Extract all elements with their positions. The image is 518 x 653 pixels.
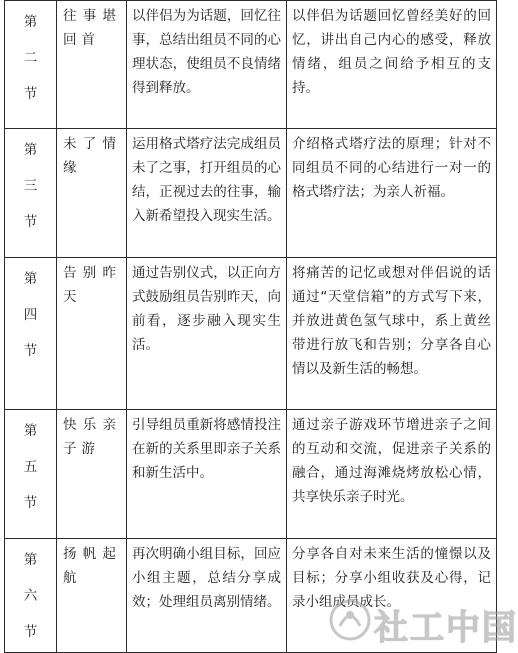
goal-text: 以伴侣为为话题，回忆往事，总结出组员不同的心理状态，使组员不良情绪得到释放。 bbox=[132, 8, 281, 96]
goal-cell bbox=[127, 129, 287, 258]
table-row bbox=[5, 539, 497, 653]
table-row bbox=[5, 258, 497, 410]
content-text: 将痛苦的记忆或想对伴侣说的话通过“天堂信箱”的方式写下来，并放进黄色氢气球中，系上黄丝带进行放飞和告别；分享各自心情以及新生活的畅想。 bbox=[292, 265, 491, 377]
session-label: 第五节 bbox=[23, 423, 38, 511]
content-text: 以伴侣为话题回忆曾经美好的回忆，讲出自己内心的感受，释放情绪，组员之间给予相互的支持。 bbox=[292, 8, 491, 96]
session-label: 第二节 bbox=[23, 14, 38, 102]
content-cell bbox=[287, 539, 497, 653]
theme-text: 告别昨天 bbox=[63, 265, 121, 305]
session-label: 第四节 bbox=[23, 271, 38, 359]
goal-cell bbox=[127, 258, 287, 410]
theme-cell bbox=[57, 129, 127, 258]
goal-text: 通过告别仪式，以正向方式鼓励组员告别昨天，向前看，逐步融入现实生活。 bbox=[132, 265, 281, 353]
content-cell bbox=[287, 1, 497, 129]
theme-cell bbox=[57, 410, 127, 539]
session-plan-table bbox=[4, 0, 497, 653]
goal-text: 再次明确小组目标，回应小组主题，总结分享成效；处理组员离别情绪。 bbox=[132, 546, 281, 610]
content-text: 分享各自对未来生活的憧憬以及目标；分享小组收获及心得，记录小组成员成长。 bbox=[292, 546, 491, 610]
session-cell bbox=[5, 410, 57, 539]
session-label: 第六节 bbox=[23, 552, 38, 640]
theme-text: 未了情缘 bbox=[63, 136, 121, 176]
content-text: 介绍格式塔疗法的原理；针对不同组员不同的心结进行一对一的格式塔疗法；为亲人祈福。 bbox=[292, 136, 491, 200]
theme-text: 快乐亲子游 bbox=[63, 417, 121, 457]
session-cell bbox=[5, 1, 57, 129]
session-label: 第三节 bbox=[23, 142, 38, 230]
theme-text: 扬帆起航 bbox=[63, 546, 121, 586]
table-row bbox=[5, 129, 497, 258]
goal-cell bbox=[127, 1, 287, 129]
content-text: 通过亲子游戏环节增进亲子之间的互动和交流，促进亲子关系的融合，通过海滩烧烤放松心情，共享快乐亲子时光。 bbox=[292, 417, 491, 505]
goal-text: 引导组员重新将感情投注在新的关系里即亲子关系和新生活中。 bbox=[132, 417, 281, 481]
goal-cell bbox=[127, 410, 287, 539]
session-cell bbox=[5, 258, 57, 410]
theme-cell bbox=[57, 539, 127, 653]
content-cell bbox=[287, 410, 497, 539]
watermark-text: 社工中国 bbox=[374, 608, 518, 648]
theme-text: 往事堪回首 bbox=[63, 8, 121, 48]
content-cell bbox=[287, 129, 497, 258]
table-row bbox=[5, 410, 497, 539]
goal-text: 运用格式塔疗法完成组员未了之事，打开组员的心结，正视过去的往事，输入新希望投入现实生活。 bbox=[132, 136, 281, 224]
session-cell bbox=[5, 539, 57, 653]
theme-cell bbox=[57, 258, 127, 410]
activity-plan-sheet bbox=[4, 0, 496, 648]
goal-cell bbox=[127, 539, 287, 653]
content-cell bbox=[287, 258, 497, 410]
table-row bbox=[5, 1, 497, 129]
session-cell bbox=[5, 129, 57, 258]
theme-cell bbox=[57, 1, 127, 129]
